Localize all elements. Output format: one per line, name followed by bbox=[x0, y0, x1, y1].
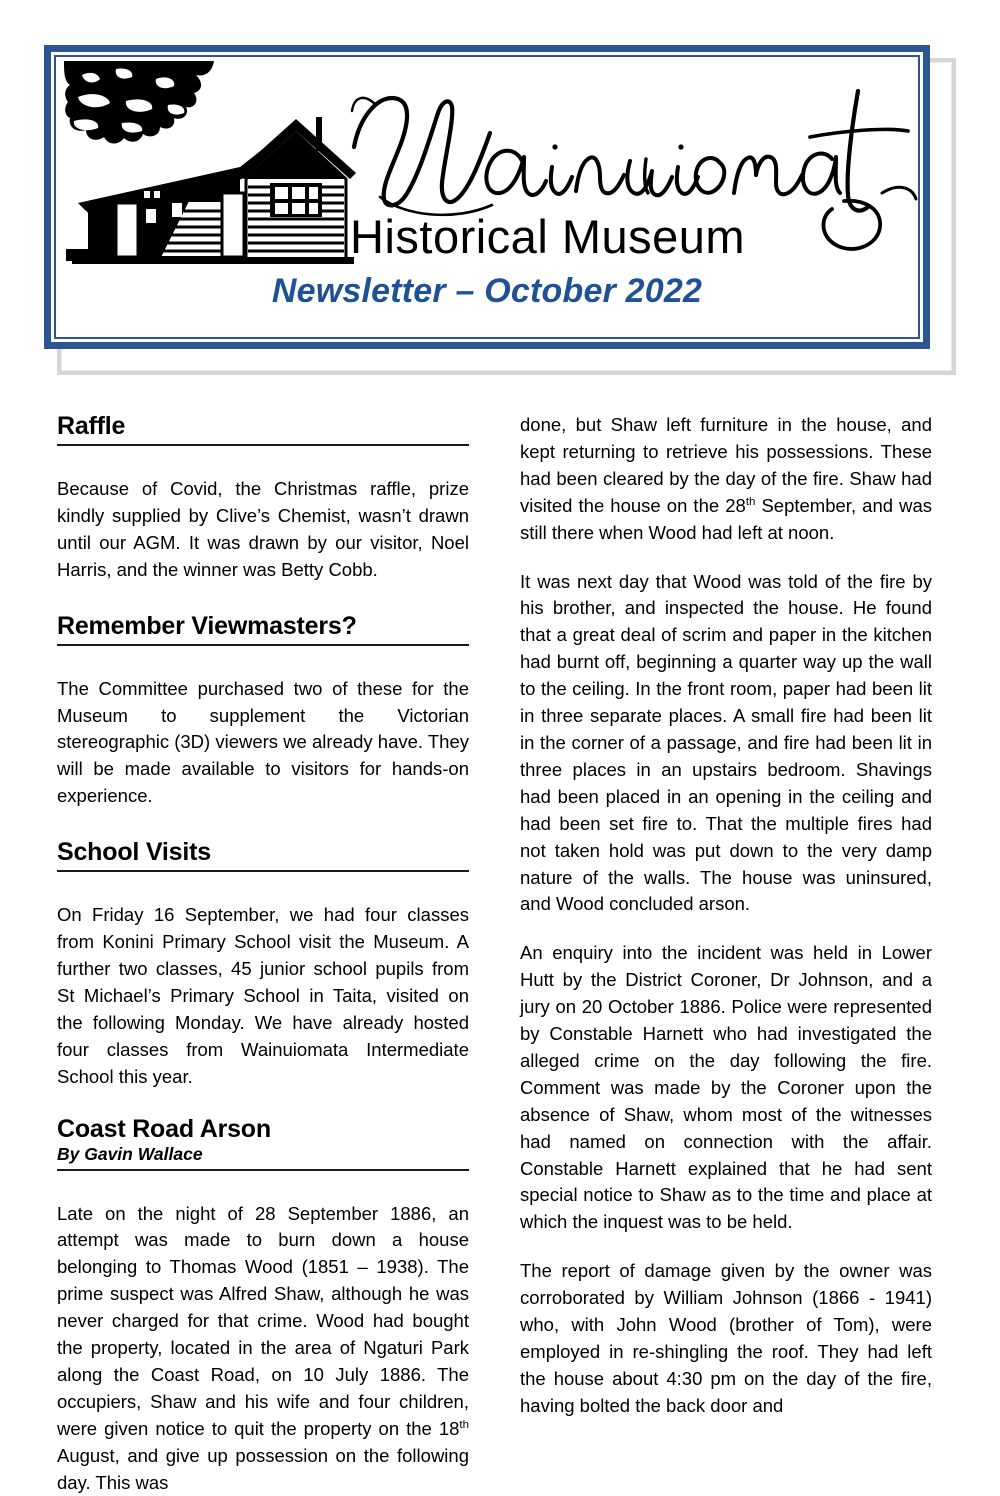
museum-wordmark bbox=[346, 75, 918, 265]
article-byline: By Gavin Wallace bbox=[57, 1144, 469, 1165]
paragraph-arson-5: The report of damage given by the owner was corroborated by William Johnson (1866 - 1941) who, with John Wood (brother of Tom), were employed in re-shingling the roof. They had left the house about 4:30 pm on the day of the fire, having bolted the back door and bbox=[520, 1258, 932, 1419]
masthead-blue-frame bbox=[44, 45, 930, 349]
masthead-content bbox=[56, 57, 918, 337]
section-heading-coast-road-arson: Coast Road Arson bbox=[57, 1115, 469, 1143]
heading-rule bbox=[57, 444, 469, 446]
spacer bbox=[57, 1181, 469, 1201]
spacer bbox=[57, 656, 469, 676]
section-viewmasters bbox=[57, 612, 469, 646]
spacer bbox=[57, 584, 469, 612]
paragraph-school-visits: On Friday 16 September, we had four classes from Konini Primary School visit the Museum. A further two classes, 45 junior school pupils from St Michael’s Primary School in Taita, visited on the following Monday. We have already hosted four classes from Wainuiomata Intermediate School this year. bbox=[57, 902, 469, 1090]
spacer bbox=[57, 456, 469, 476]
heading-rule bbox=[57, 644, 469, 646]
paragraph-arson-1: Late on the night of 28 September 1886, an attempt was made to burn down a house belonging to Thomas Wood (1851 – 1938). The prime suspect was Alfred Shaw, although he was never charged for that crime. Wood had bought the property, located in the area of Ngaturi Park along the Coast Road, on 10 July 1886. The occupiers, Shaw and his wife and four children, were given notice to quit the property on the 18th August, and give up possession on the following day. This was bbox=[57, 1201, 469, 1496]
section-heading-school-visits: School Visits bbox=[57, 838, 469, 866]
paragraph-arson-2: done, but Shaw left furniture in the house, and kept returning to retrieve his possessions. These had been cleared by the day of the fire. Shaw had visited the house on the 28th September, and was still there when Wood had left at noon. bbox=[520, 412, 932, 547]
section-raffle bbox=[57, 412, 469, 446]
section-coast-road-arson bbox=[57, 1115, 469, 1171]
heading-rule bbox=[57, 1169, 469, 1171]
spacer bbox=[57, 882, 469, 902]
masthead-blue-inner-rule bbox=[54, 55, 920, 339]
museum-building-illustration bbox=[64, 61, 364, 276]
section-heading-viewmasters: Remember Viewmasters? bbox=[57, 612, 469, 640]
right-column bbox=[520, 412, 932, 1420]
paragraph-arson-3: It was next day that Wood was told of the fire by his brother, and inspected the house. He found that a great deal of scrim and paper in the kitchen had burnt off, beginning a quarter way up the wall to the ceiling. In the front room, paper had been lit in three separate places. A small fire had been lit in the corner of a passage, and fire had been lit in three places in an upstairs bedroom. Shavings had been placed in an opening in the ceiling and had been set fire to. That the multiple fires had not taken hold was put down to the very damp nature of the walls. The house was uninsured, and Wood concluded arson. bbox=[520, 569, 932, 919]
masthead-banner bbox=[44, 45, 956, 375]
spacer bbox=[57, 1091, 469, 1115]
paragraph-raffle: Because of Covid, the Christmas raffle, prize kindly supplied by Clive’s Chemist, wasn’t drawn until our AGM. It was drawn by our visitor, Noel Harris, and the winner was Betty Cobb. bbox=[57, 476, 469, 584]
heading-rule bbox=[57, 870, 469, 872]
newsletter-title: Newsletter – October 2022 bbox=[56, 272, 918, 311]
section-school-visits bbox=[57, 838, 469, 872]
svg-text:Historical Museum: Historical Museum bbox=[350, 210, 745, 263]
paragraph-viewmasters: The Committee purchased two of these for the Museum to supplement the Victorian stereographic (3D) viewers we already have. They will be made available to visitors for hands-on experience. bbox=[57, 676, 469, 811]
left-column bbox=[57, 412, 469, 1496]
spacer bbox=[57, 810, 469, 838]
section-heading-raffle: Raffle bbox=[57, 412, 469, 440]
paragraph-arson-4: An enquiry into the incident was held in Lower Hutt by the District Coroner, Dr Johnson, and a jury on 20 October 1886. Police were represented by Constable Harnett who had investigated the alleged crime on the day following the fire. Comment was made by the Coroner upon the absence of Shaw, whom most of the witnesses had named on connection with the affair. Constable Harnett explained that he had sent special notice to Shaw as to the time and place at which the inquest was to be held. bbox=[520, 940, 932, 1236]
